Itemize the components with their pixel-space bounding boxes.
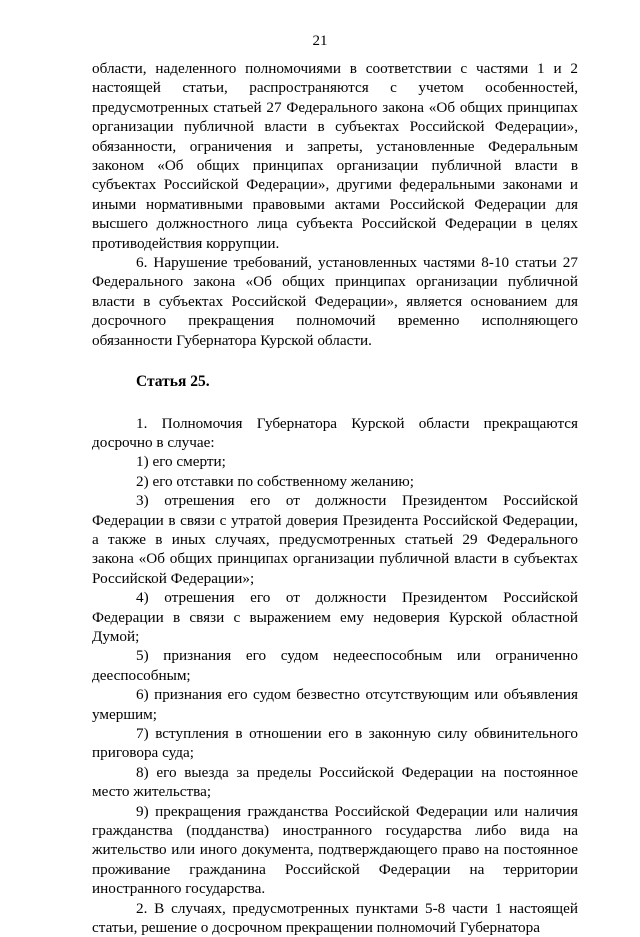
list-item: 8) его выезда за пределы Российской Федерации на постоянное место жительства; (92, 763, 578, 801)
article-part-2: 2. В случаях, предусмотренных пунктами 5-8 части 1 настоящей статьи, решение о досрочном прекращении полномочий Губернатора (92, 899, 578, 937)
article-heading: Статья 25. (136, 373, 210, 391)
list-item: 7) вступления в отношении его в законную силу обвинительного приговора суда; (92, 725, 578, 762)
list-item: 4) отрешения его от должности Президентом Российской Федерации в связи с выражением ему недоверия Курской областной Думой; (92, 589, 578, 645)
paragraph-part-6: 6. Нарушение требований, установленных частями 8-10 статьи 27 Федерального закона «Об общих принципах организации публичной власти в субъектах Российской Федерации», является основанием для досрочного прекращения полномочий временно исполняющего обязанности Губернатора Курской области. (92, 254, 578, 349)
list-item: 6) признания его судом безвестно отсутствующим или объявления умершим; (92, 686, 578, 723)
paragraph-continuation: области, наделенного полномочиями в соответствии с частями 1 и 2 настоящей статьи, распространяются с учетом особенностей, предусмотренных статьей 27 Федерального закона «Об общих принципах организации публичной власти в субъектах Российской Федерации», обязанности, ограничения и запреты, установленные Федеральным законом «Об общих принципах организации публичной власти в субъектах Российской Федерации», другими федеральными законами и иными нормативными правовыми актами Российской Федерации для высшего должностного лица субъекта Российской Федерации в целях противодействия коррупции. (92, 60, 578, 252)
list-item: 2) его отставки по собственному желанию; (136, 472, 414, 490)
list-item: 1) его смерти; (136, 453, 226, 471)
document-body (92, 59, 578, 937)
page-number: 21 (312, 33, 328, 49)
list-item: 5) признания его судом недееспособным или ограниченно дееспособным; (92, 647, 578, 684)
list-item: 3) отрешения его от должности Президентом Российской Федерации в связи с утратой доверия Президента Российской Федерации, а также в иных случаях, предусмотренных статьей 29 Федерального закона «Об общих принципах организации публичной власти в субъектах Российской Федерации»; (92, 492, 578, 587)
list-item: 9) прекращения гражданства Российской Федерации или наличия гражданства (подданства) иностранного государства либо вида на жительство или иного документа, подтверждающего право на постоянное проживание гражданина Российской Федерации на территории иностранного государства. (92, 802, 578, 898)
article-intro: 1. Полномочия Губернатора Курской области прекращаются досрочно в случае: (92, 414, 578, 451)
